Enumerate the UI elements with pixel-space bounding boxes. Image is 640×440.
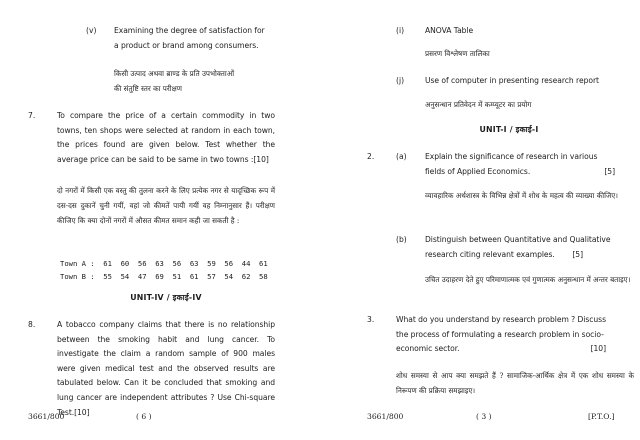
sub-question-label-b: (b) (396, 235, 407, 244)
right-footer-pto: [P.T.O.] (588, 412, 615, 421)
question-7-english: To compare the price of a certain commodity in two towns, ten shops were selected at random in each town, the prices found are given below. Test whether the average price can be said to be same in two towns :[10] (57, 111, 275, 164)
question-number-7: 7. (28, 111, 36, 120)
question-number-8: 8. (28, 320, 36, 329)
question-3-marks: [10] (590, 344, 606, 354)
question-number-2: 2. (367, 152, 375, 161)
question-3-english (396, 313, 636, 357)
right-footer-code: 3661/800 (367, 412, 404, 421)
question-3-english-line-2: the process of formulating a research problem in socio- (396, 329, 604, 339)
item-label-i: (i) (396, 26, 405, 35)
question-2a-english (425, 150, 635, 179)
item-v-hindi (114, 66, 314, 96)
item-v-hindi-line-1: किसी उत्पाद अथवा ब्राण्ड के प्रति उपभोक्ताओं (114, 69, 235, 78)
town-a-prices: Town A : 61 60 56 63 56 63 59 56 44 61 (60, 259, 268, 268)
question-2b-english (425, 233, 635, 262)
item-v-hindi-line-2: की संतुष्टि स्तर का परीक्षण (114, 84, 182, 93)
right-footer-page-number: ( 3 ) (476, 412, 492, 421)
question-number-3: 3. (367, 315, 375, 324)
right-page (320, 0, 640, 440)
left-footer-page-number: ( 6 ) (136, 412, 152, 421)
question-3-hindi: शोध समस्या से आप क्या समझते हैं ? सामाजिक-आर्थिक क्षेत्र में एक शोध समस्या के निरूपण की प्रक्रिया समझाइए। (396, 371, 634, 395)
unit-1-heading: UNIT-I / इकाई-I (479, 125, 539, 134)
item-v-english-line-1: Examining the degree of satisfaction for (114, 26, 265, 35)
unit-4-heading: UNIT-IV / इकाई-IV (130, 293, 202, 302)
question-7-hindi: दो नगरों में किसी एक वस्तु की तुलना करने के लिए प्रत्येक नगर से यादृच्छिक रूप में दस-दस दुकानें चुनी गयीं, वहां जो कीमतें पायी गयीं वह निम्नानुसार हैं। परीक्षण कीजिए कि क्या दोनों नगरों में औसत कीमत समान कही जा सकती है : (57, 186, 275, 225)
left-footer-code: 3661/800 (28, 412, 65, 421)
question-3-english-line-3-row (396, 342, 636, 357)
question-2b-hindi: उचित उदाहरण देते हुए परिमाणात्मक एवं गुणात्मक अनुसन्धान में अन्तर बताइए। (425, 275, 631, 284)
question-2a-english-line-2-row (425, 165, 635, 180)
question-2b-marks: [5] (572, 249, 583, 259)
question-2a-english-line-2: fields of Applied Economics. (425, 166, 531, 176)
item-v-english-line-2: a product or brand among consumers. (114, 40, 259, 50)
question-3-english-line-3: economic sector. (396, 344, 460, 354)
question-2a-marks: [5] (604, 166, 615, 176)
item-i-hindi: प्रसरण विश्लेषण तालिका (425, 49, 490, 58)
item-v-english (114, 24, 314, 53)
question-2a-english-line-1: Explain the significance of research in various (425, 152, 598, 161)
item-j-english: Use of computer in presenting research report (425, 76, 599, 85)
question-2b-english-line-2-row (425, 248, 635, 263)
item-i-english: ANOVA Table (425, 26, 474, 35)
question-2a-hindi: व्यावहारिक अर्थशास्त्र के विभिन्न क्षेत्रों में शोध के महत्व की व्याख्या कीजिए। (425, 191, 618, 200)
item-label-v: (v) (86, 26, 97, 35)
town-b-prices: Town B : 55 54 47 69 51 61 57 54 62 58 (60, 272, 268, 281)
question-2b-english-line-1: Distinguish between Quantitative and Qualitative (425, 235, 611, 244)
question-2b-english-line-2: research citing relevant examples. (425, 249, 555, 259)
item-label-j: (j) (396, 76, 405, 85)
question-3-english-line-1: What do you understand by research problem ? Discuss (396, 315, 606, 324)
sub-question-label-a: (a) (396, 152, 407, 161)
item-j-hindi: अनुसन्धान प्रतिवेदन में कम्प्यूटर का प्रयोग (425, 100, 532, 109)
question-8-english: A tobacco company claims that there is no relationship between the smoking habit and lung cancer. To investigate the claim a random sample of 900 males were given medical test and the observed results are tabulated below. Can it be concluded that smoking and lung cancer are independent attributes ? Use Chi-square Test.[10] (57, 320, 275, 417)
